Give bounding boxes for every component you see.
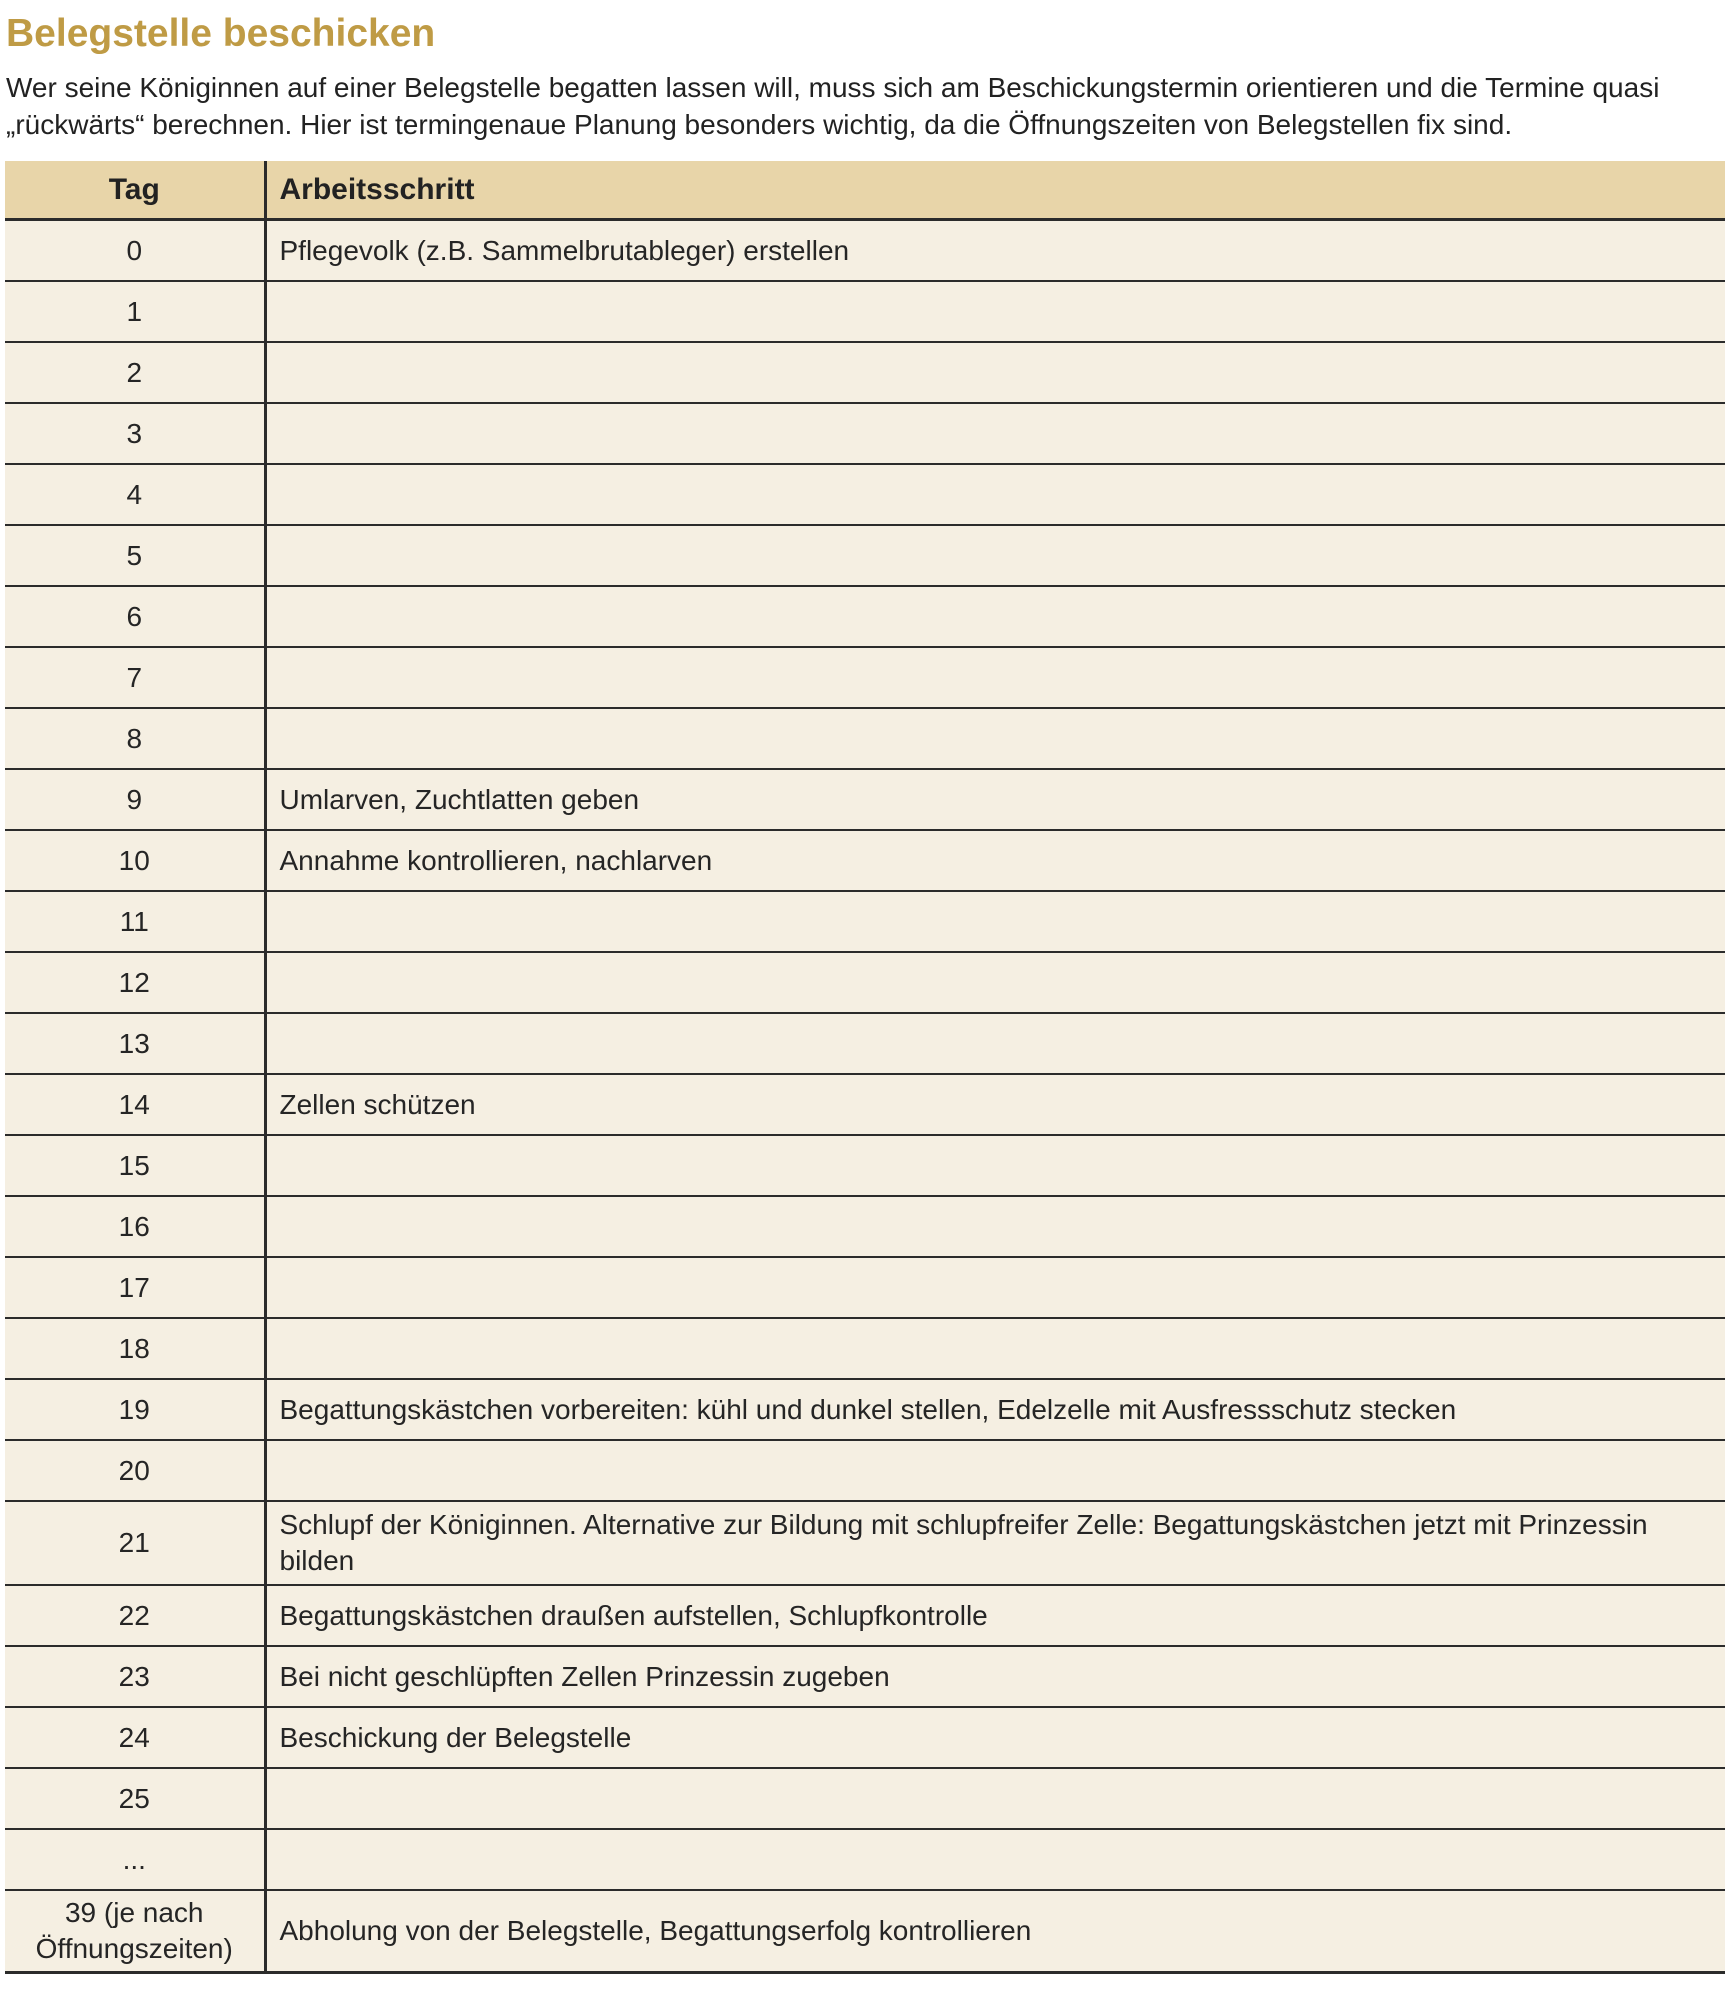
- step-cell: Abholung von der Belegstelle, Begattungserfolg kontrollieren: [265, 1890, 1725, 1973]
- table-row: [5, 1585, 1725, 1646]
- step-cell: Begattungskästchen vorbereiten: kühl und dunkel stellen, Edelzelle mit Ausfressschutz stecken: [265, 1379, 1725, 1440]
- table-row: [5, 830, 1725, 891]
- table-row: [5, 1257, 1725, 1318]
- step-cell: [265, 464, 1725, 525]
- day-cell: 0: [5, 220, 265, 282]
- day-cell: 2: [5, 342, 265, 403]
- table-row: [5, 1829, 1725, 1890]
- step-cell: [265, 1196, 1725, 1257]
- step-cell: Pflegevolk (z.B. Sammelbrutableger) erstellen: [265, 220, 1725, 282]
- table-row: [5, 403, 1725, 464]
- day-cell: ...: [5, 1829, 265, 1890]
- day-cell: 14: [5, 1074, 265, 1135]
- day-cell: 8: [5, 708, 265, 769]
- step-cell: [265, 1135, 1725, 1196]
- step-cell: [265, 708, 1725, 769]
- table-row: [5, 647, 1725, 708]
- page-title: Belegstelle beschicken: [6, 12, 436, 55]
- step-cell: [265, 1318, 1725, 1379]
- table-row: [5, 1135, 1725, 1196]
- step-cell: [265, 952, 1725, 1013]
- table-row: [5, 1440, 1725, 1501]
- table-header-row: [5, 162, 1725, 220]
- day-cell: 5: [5, 525, 265, 586]
- day-cell: 39 (je nach Öffnungszeiten): [5, 1890, 265, 1973]
- table-row: [5, 769, 1725, 830]
- day-cell: 19: [5, 1379, 265, 1440]
- table-body: [5, 220, 1725, 1973]
- table-row: [5, 1707, 1725, 1768]
- column-header-day: Tag: [5, 162, 265, 220]
- table-row: [5, 1196, 1725, 1257]
- day-cell: 25: [5, 1768, 265, 1829]
- step-cell: Annahme kontrollieren, nachlarven: [265, 830, 1725, 891]
- step-cell: [265, 1829, 1725, 1890]
- step-cell: [265, 586, 1725, 647]
- table-row: [5, 342, 1725, 403]
- day-cell: 18: [5, 1318, 265, 1379]
- table-row: [5, 220, 1725, 282]
- day-cell: 20: [5, 1440, 265, 1501]
- step-cell: [265, 342, 1725, 403]
- day-cell: 4: [5, 464, 265, 525]
- day-cell: 7: [5, 647, 265, 708]
- table-row: [5, 952, 1725, 1013]
- day-cell: 13: [5, 1013, 265, 1074]
- day-cell: 11: [5, 891, 265, 952]
- table-row: [5, 1646, 1725, 1707]
- table-row: [5, 1318, 1725, 1379]
- step-cell: Bei nicht geschlüpften Zellen Prinzessin zugeben: [265, 1646, 1725, 1707]
- step-cell: Umlarven, Zuchtlatten geben: [265, 769, 1725, 830]
- step-cell: Schlupf der Königinnen. Alternative zur Bildung mit schlupfreifer Zelle: Begattungskästchen jetzt mit Prinzessin bilden: [265, 1501, 1725, 1585]
- table-row: [5, 1890, 1725, 1973]
- schedule-table: [5, 161, 1725, 1974]
- table-row: [5, 525, 1725, 586]
- step-cell: [265, 525, 1725, 586]
- step-cell: [265, 1440, 1725, 1501]
- table-row: [5, 708, 1725, 769]
- day-cell: 24: [5, 1707, 265, 1768]
- day-cell: 6: [5, 586, 265, 647]
- table-row: [5, 1013, 1725, 1074]
- step-cell: Beschickung der Belegstelle: [265, 1707, 1725, 1768]
- step-cell: Zellen schützen: [265, 1074, 1725, 1135]
- day-cell: 15: [5, 1135, 265, 1196]
- intro-paragraph: Wer seine Königinnen auf einer Belegstelle begatten lassen will, muss sich am Beschickungstermin orientieren und die Termine quasi „rückwärts“ berechnen. Hier ist termingenaue Planung besonders wichtig, da die Öffnungszeiten von Belegstellen fix sind.: [6, 72, 1660, 140]
- step-cell: [265, 281, 1725, 342]
- day-cell: 10: [5, 830, 265, 891]
- step-cell: [265, 1257, 1725, 1318]
- table-row: [5, 891, 1725, 952]
- step-cell: [265, 647, 1725, 708]
- day-cell: 3: [5, 403, 265, 464]
- day-cell: 23: [5, 1646, 265, 1707]
- table-row: [5, 464, 1725, 525]
- step-cell: Begattungskästchen draußen aufstellen, Schlupfkontrolle: [265, 1585, 1725, 1646]
- table-row: [5, 1074, 1725, 1135]
- day-cell: 22: [5, 1585, 265, 1646]
- step-cell: [265, 891, 1725, 952]
- step-cell: [265, 1768, 1725, 1829]
- step-cell: [265, 1013, 1725, 1074]
- column-header-step: Arbeitsschritt: [265, 162, 1725, 220]
- day-cell: 17: [5, 1257, 265, 1318]
- table-row: [5, 1501, 1725, 1585]
- day-cell: 9: [5, 769, 265, 830]
- day-cell: 16: [5, 1196, 265, 1257]
- step-cell: [265, 403, 1725, 464]
- table-row: [5, 1379, 1725, 1440]
- table-row: [5, 1768, 1725, 1829]
- day-cell: 21: [5, 1501, 265, 1585]
- day-cell: 12: [5, 952, 265, 1013]
- table-row: [5, 586, 1725, 647]
- day-cell: 1: [5, 281, 265, 342]
- table-row: [5, 281, 1725, 342]
